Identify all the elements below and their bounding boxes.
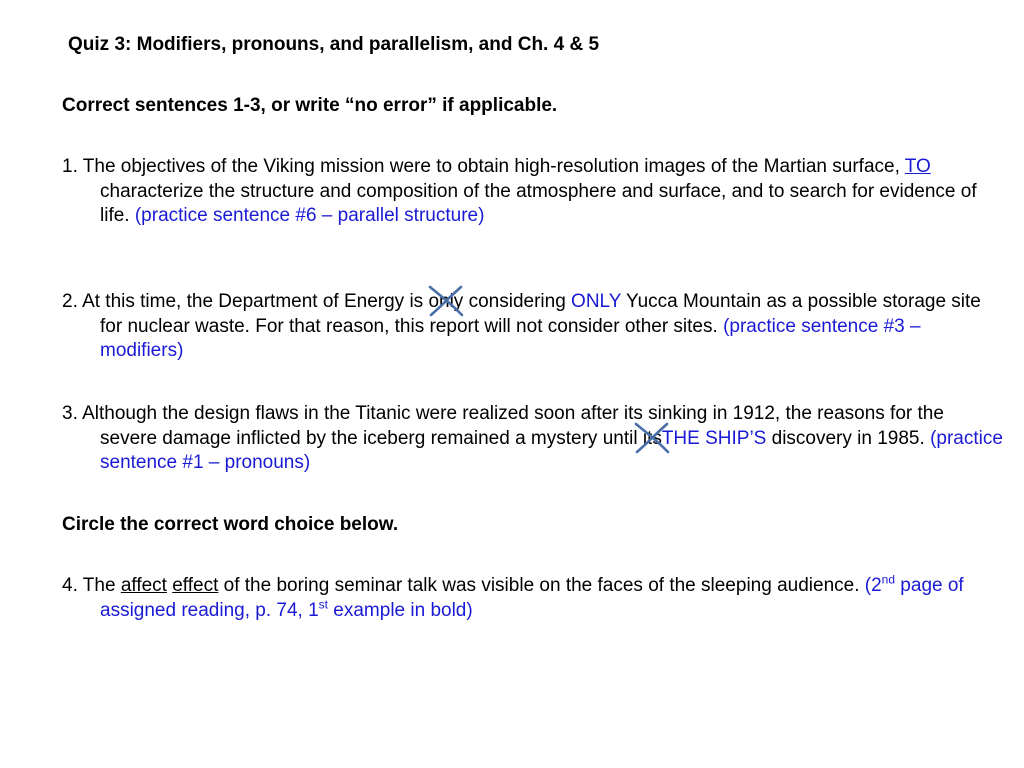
- question-2-text-b: considering: [463, 291, 572, 312]
- page-title: Quiz 3: Modifiers, pronouns, and parallelism, and Ch. 4 & 5: [68, 34, 600, 55]
- question-2-text-c: Yucca Mountain as a possible storage site for nuclear waste. For that reason, this report will not consider other sites.: [100, 291, 981, 337]
- question-1-text-b: characterize the structure and composition of the atmosphere and surface, and to search for evidence of life.: [100, 180, 977, 226]
- question-2-insert: ONLY: [571, 291, 622, 312]
- question-2-text-a: 2. At this time, the Department of Energy is: [62, 291, 429, 312]
- question-3-text-b: discovery in 1985.: [766, 427, 931, 449]
- question-4-text-a: 4. The: [62, 575, 121, 596]
- question-1-note: (practice sentence #6 – parallel structure): [134, 205, 485, 226]
- question-4-note-c: example in bold): [328, 599, 473, 621]
- question-3-struck-text: its: [642, 427, 662, 449]
- question-1-insert: TO: [904, 156, 931, 177]
- question-4-note-sup-nd: nd: [881, 572, 896, 587]
- section-heading-circle: Circle the correct word choice below.: [62, 514, 399, 535]
- question-1: [62, 155, 1005, 229]
- question-3-note: (practice sentence #1 – pronouns): [100, 427, 1003, 473]
- question-2-struck-word: [428, 290, 463, 315]
- section-heading-correct: Correct sentences 1-3, or write “no error” if applicable.: [62, 95, 558, 116]
- question-4-note-a: (2: [864, 575, 882, 596]
- question-2-struck-text: only: [428, 291, 464, 312]
- question-4-note-b: page of assigned reading, p. 74, 1: [100, 575, 964, 621]
- question-2: [62, 290, 1005, 364]
- question-4-choice-effect[interactable]: effect: [172, 575, 219, 596]
- question-1-text-a: 1. The objectives of the Viking mission were to obtain high-resolution images of the Martian surface,: [62, 156, 905, 177]
- question-4-choice-affect[interactable]: affect: [120, 575, 167, 596]
- question-3: [62, 402, 1005, 476]
- question-4-text-b: of the boring seminar talk was visible on the faces of the sleeping audience.: [218, 575, 865, 596]
- question-3-text-a: 3. Although the design flaws in the Titanic were realized soon after its sinking in 1912, the reasons for the severe damage inflicted by the iceberg remained a mystery until: [62, 403, 944, 449]
- question-4-note-sup-st: st: [318, 597, 329, 612]
- question-4: [62, 574, 1005, 623]
- question-2-note: (practice sentence #3 – modifiers): [100, 315, 921, 361]
- question-3-insert: THE SHIP’S: [661, 427, 767, 449]
- question-3-struck-word: [643, 427, 662, 452]
